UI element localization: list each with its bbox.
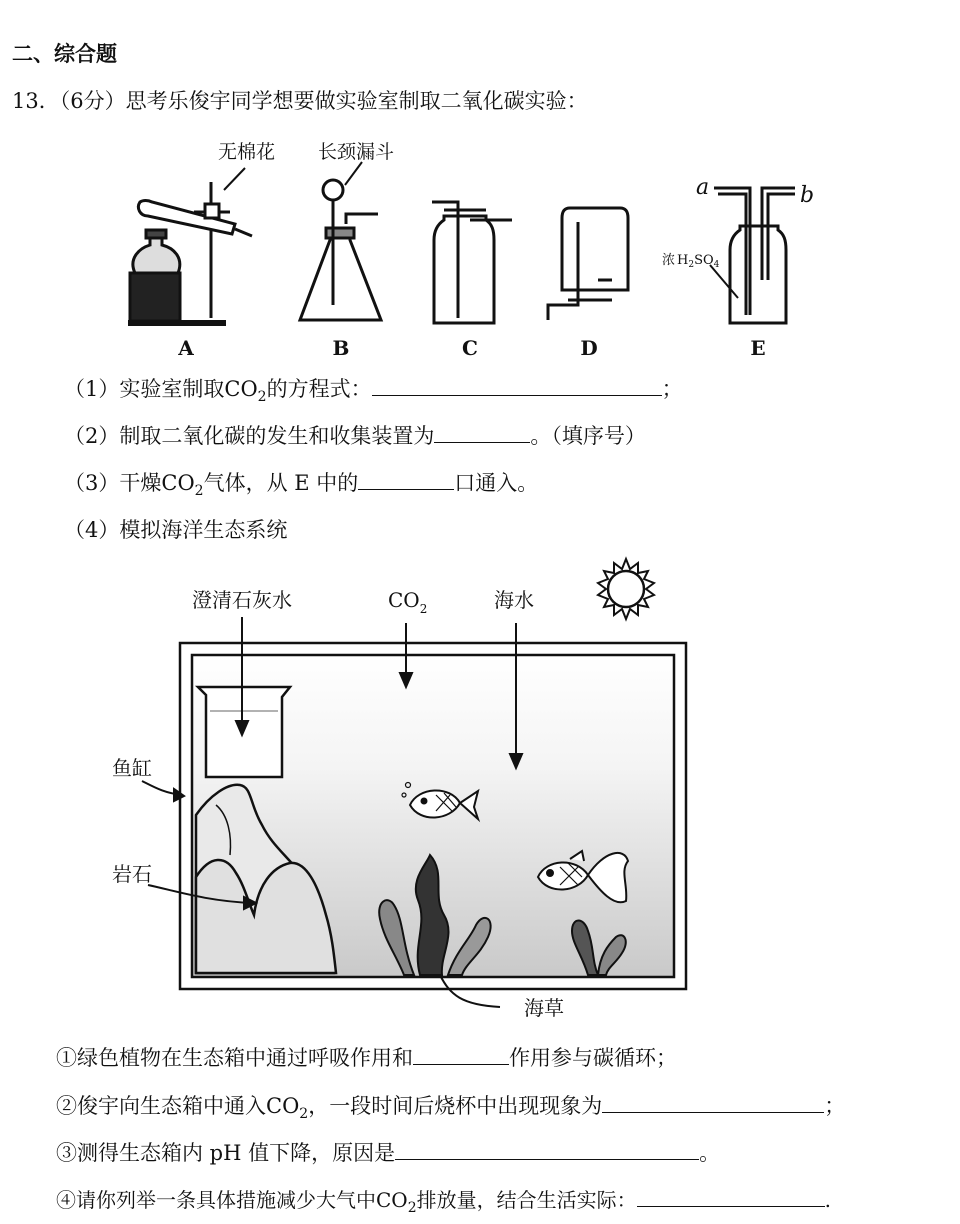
subquestion-1: （1）实验室制取$CO_2$的方程式： ； <box>64 377 683 406</box>
label-d: D <box>580 336 598 360</box>
apparatus-b-funnel <box>323 180 343 200</box>
question-stem <box>12 87 588 115</box>
label-seawater: 海水 <box>494 588 534 612</box>
answer-blank-p4[interactable] <box>637 1186 825 1207</box>
apparatus-c-jar <box>434 216 494 323</box>
part-3: ③测得生态箱内 pH 值下降，原因是 。 <box>56 1141 721 1165</box>
apparatus-a-lamp <box>133 237 180 273</box>
label-long-neck-funnel: 长颈漏斗 <box>318 141 395 163</box>
subquestion-2: （2）制取二氧化碳的发生和收集装置为 。（填序号） <box>64 424 646 448</box>
apparatus-b-flask <box>300 230 381 320</box>
label-port-b: b <box>800 183 815 208</box>
label-c: C <box>462 336 478 360</box>
label-e: E <box>750 336 766 360</box>
question-text: 思考乐俊宇同学想要做实验室制取二氧化碳实验： <box>125 89 588 113</box>
answer-blank-2[interactable] <box>434 422 530 443</box>
part-4: ④请你列举一条具体措施减少大气中$CO_2$排放量，结合生活实际： . <box>56 1188 831 1216</box>
label-co2: $CO_2$ <box>388 588 428 616</box>
label-no-cotton: 无棉花 <box>218 141 276 163</box>
answer-blank-p1[interactable] <box>413 1044 509 1065</box>
section-title: 二、综合题 <box>12 41 117 66</box>
part-2: ②俊宇向生态箱中通入$CO_2$，一段时间后烧杯中出现现象为 ； <box>56 1094 846 1123</box>
label-fish-tank: 鱼缸 <box>112 756 152 780</box>
sun-icon <box>598 559 654 619</box>
label-rock: 岩石 <box>112 862 152 886</box>
question-score: （6分） <box>59 89 126 113</box>
subquestion-3: （3）干燥$CO_2$气体，从 E 中的 口通入。 <box>64 471 539 500</box>
label-conc-h2so4: 浓 $H_2SO_4$ <box>662 253 720 270</box>
apparatus-e-bottle <box>730 226 786 323</box>
label-a: A <box>178 336 194 360</box>
part-1: ①绿色植物在生态箱中通过呼吸作用和 作用参与碳循环； <box>56 1046 677 1070</box>
subquestion-4: （4）模拟海洋生态系统 <box>64 518 288 542</box>
answer-blank-p2[interactable] <box>602 1092 824 1113</box>
label-seaweed: 海草 <box>524 996 564 1020</box>
label-port-a: a <box>696 175 710 200</box>
answer-blank-p3[interactable] <box>395 1139 699 1160</box>
apparatus-a-burner-base <box>130 273 180 321</box>
label-b: B <box>332 336 350 360</box>
apparatus-diagram <box>0 130 960 360</box>
question-number: 13． <box>12 89 60 113</box>
apparatus-d-jar <box>562 208 628 290</box>
label-limewater: 澄清石灰水 <box>192 588 292 612</box>
ecosystem-diagram <box>0 555 960 1035</box>
answer-blank-3[interactable] <box>358 469 454 490</box>
answer-blank-1[interactable] <box>372 375 662 396</box>
